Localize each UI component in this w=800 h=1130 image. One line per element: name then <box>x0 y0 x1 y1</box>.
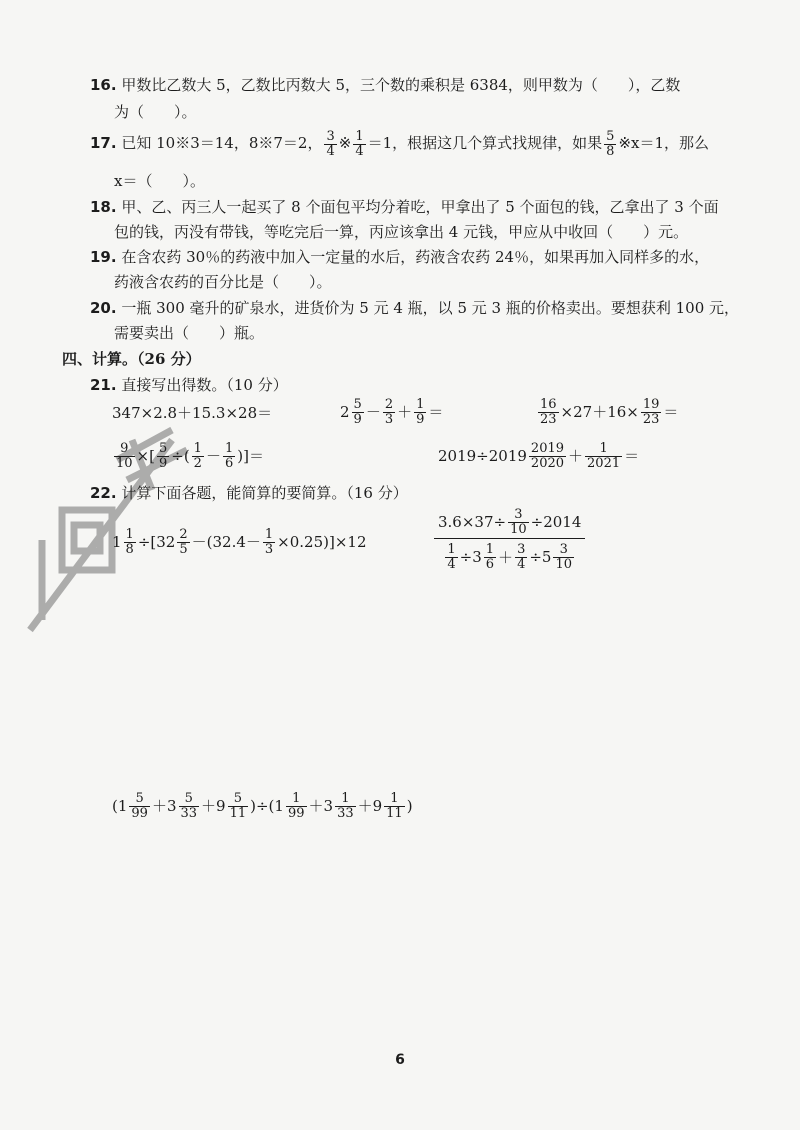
fraction: $\frac{3}{4}$ <box>517 542 526 572</box>
fraction: $\frac{1}{11}$ <box>386 791 403 821</box>
question-text: 直接写出得数。（10 分） <box>121 376 288 394</box>
fraction: $\frac{1}{6}$ <box>485 542 495 572</box>
question-text: 为（ ）。 <box>114 103 197 121</box>
question-text: 在含农药 30％的药液中加入一定量的水后，药液含农药 24％，如果再加入同样多的水， <box>121 248 710 266</box>
question-21 <box>90 374 288 396</box>
fraction: $\frac{3}{4}$ <box>326 129 335 159</box>
question-19 <box>90 246 709 268</box>
fraction: $\frac{1}{8}$ <box>125 527 134 557</box>
fraction: $\frac{1}{33}$ <box>337 791 354 821</box>
question-text: 药液含农药的百分比是（ ）。 <box>114 273 332 291</box>
question-text: 一瓶 300 毫升的矿泉水，进货价为 5 元 4 瓶，以 5 元 3 瓶的价格卖出。要想获利 100 元， <box>121 299 740 317</box>
question-17: 17. 已知 10※3＝14，8※7＝2， $\frac{3}{4}$ ※ $\frac{1}{4}$ ＝1，根据这几个算式找规律，如果 $\frac{5}{8}$ ※x＝1，那么 <box>90 129 710 159</box>
page-number: 6 <box>395 1052 405 1068</box>
expression-22-3: (1 $\frac{5}{99}$ ＋3 $\frac{5}{33}$ ＋9 $\frac{5}{11}$ )÷(1 $\frac{1}{99}$ ＋3 $\frac{1}{33}$ ＋9 $\frac{1}{11}$ ) <box>112 791 413 821</box>
fraction: $\frac{1}{9}$ <box>416 397 425 427</box>
question-18 <box>90 196 719 218</box>
question-19-line2 <box>114 271 332 293</box>
question-number: 22. <box>90 484 117 502</box>
fraction: $\frac{5}{99}$ <box>131 791 148 821</box>
fraction: $\frac{5}{9}$ <box>353 397 362 427</box>
fraction: $\frac{1}{2}$ <box>193 441 202 471</box>
compound-numerator: 3.6×37÷ $\frac{3}{10}$ ÷2014 <box>438 507 582 537</box>
fraction: $\frac{9}{10}$ <box>116 441 133 471</box>
fraction: $\frac{1}{6}$ <box>224 441 234 471</box>
question-text: x＝（ ）。 <box>114 172 205 190</box>
question-number: 19. <box>90 248 117 266</box>
fraction: $\frac{2}{5}$ <box>179 527 188 557</box>
fraction: $\frac{1}{99}$ <box>287 791 305 821</box>
fraction: $\frac{1}{4}$ <box>447 542 456 572</box>
question-22 <box>90 482 408 504</box>
question-text: 包的钱，丙没有带钱，等吃完后一算，丙应该拿出 4 元钱，甲应从中收回（ ）元。 <box>114 223 689 241</box>
question-number: 18. <box>90 198 117 216</box>
expression-22-1: 1 $\frac{1}{8}$ ÷[32 $\frac{2}{5}$ －(32.4－ $\frac{1}{3}$ ×0.25)]×12 <box>112 527 367 557</box>
question-18-line2 <box>114 221 688 243</box>
question-20-line2 <box>114 322 264 344</box>
fraction: $\frac{1}{4}$ <box>355 129 364 159</box>
question-text: 甲数比乙数大 5，乙数比丙数大 5，三个数的乘积是 6384，则甲数为（ ），乙数 <box>121 76 681 94</box>
fraction: $\frac{16}{23}$ <box>540 397 557 427</box>
fraction: $\frac{5}{33}$ <box>180 791 198 821</box>
question-number: 16. <box>90 76 117 94</box>
fraction: $\frac{3}{10}$ <box>510 507 527 537</box>
fraction: $\frac{5}{11}$ <box>229 791 247 821</box>
question-17-line2 <box>114 170 205 192</box>
question-16-line2 <box>114 101 197 123</box>
fraction: $\frac{5}{9}$ <box>158 441 168 471</box>
expression-21-1: 347×2.8＋15.3×28＝ <box>112 404 273 422</box>
expression-21-3: $\frac{16}{23}$ ×27＋16× $\frac{19}{23}$ ＝ <box>540 397 679 427</box>
expression-21-2: 2 $\frac{5}{9}$ － $\frac{2}{3}$ ＋ $\frac{1}{9}$ ＝ <box>340 397 444 427</box>
question-number: 17. <box>90 134 117 153</box>
question-number: 20. <box>90 299 117 317</box>
question-text: 需要卖出（ ）瓶。 <box>114 324 265 342</box>
question-text: 已知 10※3＝14，8※7＝2， <box>121 134 323 153</box>
fraction: $\frac{19}{23}$ <box>642 397 660 427</box>
fraction: $\frac{1}{3}$ <box>264 527 274 557</box>
fraction: $\frac{3}{10}$ <box>555 542 573 572</box>
fraction: $\frac{5}{8}$ <box>606 129 615 159</box>
fraction: $\frac{2}{3}$ <box>384 397 394 427</box>
compound-denominator: $\frac{1}{4}$ ÷3 $\frac{1}{6}$ ＋ $\frac{3}{4}$ ÷5 $\frac{3}{10}$ <box>434 538 585 571</box>
fraction: $\frac{2019}{2020}$ <box>530 441 565 471</box>
fraction: $\frac{1}{2021}$ <box>587 441 621 471</box>
section-heading: 四、计算。（26 分） <box>62 350 201 368</box>
question-20 <box>90 297 739 319</box>
expression-21-4: $\frac{9}{10}$ ×[ $\frac{5}{9}$ ÷( $\frac{1}{2}$ － $\frac{1}{6}$ )]＝ <box>116 441 264 471</box>
question-16 <box>90 74 680 96</box>
question-text: 计算下面各题，能简算的要简算。（16 分） <box>121 484 408 502</box>
expression-21-5: 2019÷2019 $\frac{2019}{2020}$ ＋ $\frac{1}{2021}$ ＝ <box>438 441 640 471</box>
question-number: 21. <box>90 376 117 394</box>
compound-fraction-22-2 <box>434 508 585 572</box>
question-text: 甲、乙、丙三人一起买了 8 个面包平均分着吃，甲拿出了 5 个面包的钱，乙拿出了 3 个面 <box>121 198 719 216</box>
